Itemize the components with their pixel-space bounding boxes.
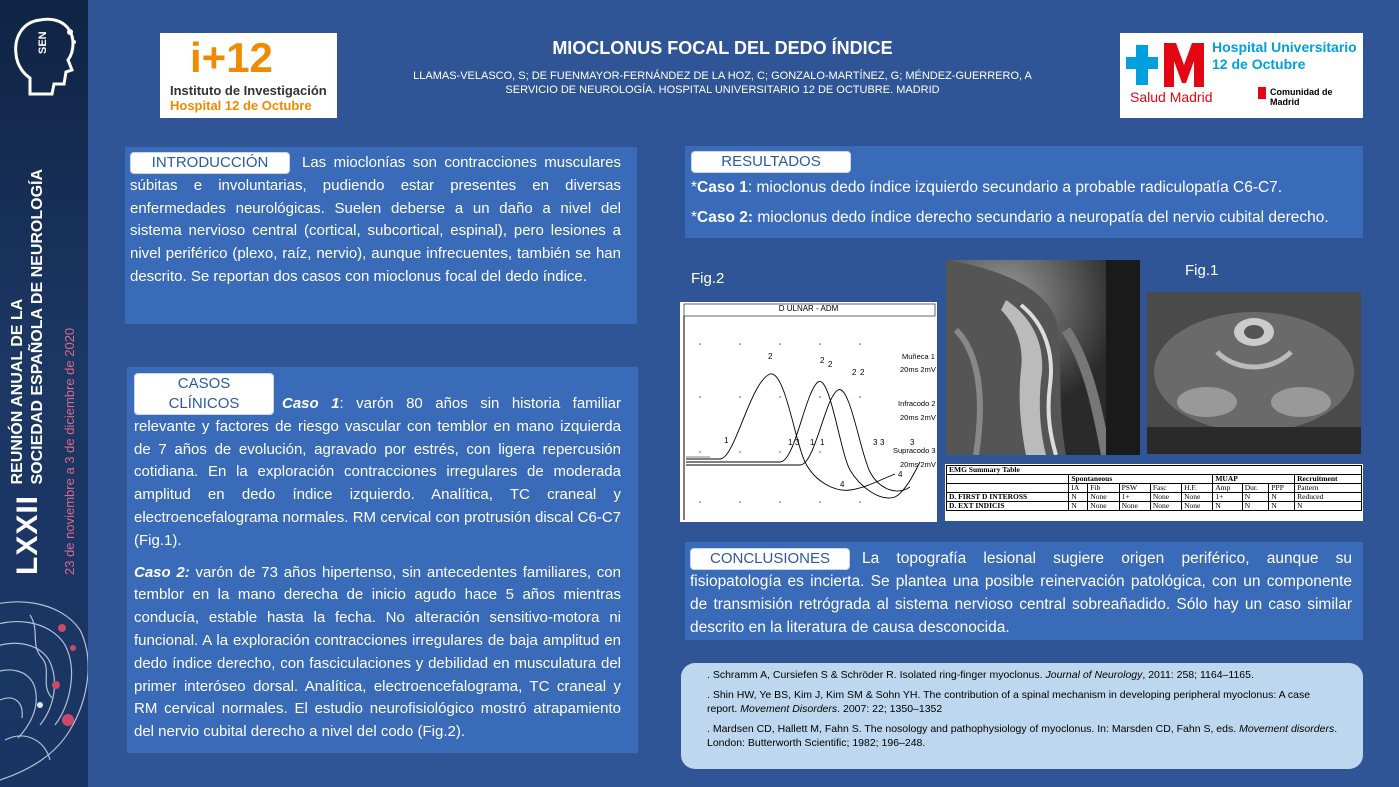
case2-text: varón de 73 años hipertenso, sin antecedentes familiares, con temblor en la mano derecha de inicio agudo hace 5 años mientras conducía, estable hasta la fecha. No alteración sensitivo-motora ni funcional. A la exploración contracciones irregulares de baja amplitud en dedo índice derecho, con fasciculaciones y debilidad en musculatura del primer interóseo dorsal. Analítica, electroencefalograma, TC craneal y RM cervical normales. El estudio neurofisiológico mostró atrapamiento del nervio cubital derecho a nivel del codo (Fig.2). xyxy=(134,563,621,741)
logo-instituto-line2: Hospital 12 de Octubre xyxy=(170,98,312,113)
emg-header-cell: Pattern xyxy=(1295,484,1362,493)
reference-journal: Journal of Neurology xyxy=(1045,669,1143,681)
svg-text:3: 3 xyxy=(795,438,800,447)
logo-hospital-line1: Hospital Universitario xyxy=(1212,39,1357,55)
ncs-trace-3: Supracodo 3 xyxy=(893,446,936,455)
ncs-trace-2: Infracodo 2 xyxy=(898,399,936,408)
svg-text:3: 3 xyxy=(910,438,915,447)
ncs-header: D ULNAR - ADM xyxy=(778,304,839,313)
svg-text:1: 1 xyxy=(810,438,815,447)
results-label: RESULTADOS xyxy=(691,151,851,173)
emg-header-cell: Fasc xyxy=(1150,484,1181,493)
results-case2-title: Caso 2: xyxy=(697,209,754,226)
results-case1-title: Caso 1 xyxy=(697,179,748,196)
emg-summary-table xyxy=(945,464,1363,521)
svg-text:2: 2 xyxy=(828,360,833,369)
emg-cell: None xyxy=(1150,502,1181,511)
emg-cell: None xyxy=(1119,502,1150,511)
svg-text:4: 4 xyxy=(840,480,845,489)
congress-line-1: REUNIÓN ANUAL DE LA xyxy=(9,298,26,485)
reference-text: . Shin HW, Ye BS, Kim J, Kim SM & Sohn YH. The contribution of a spinal mechanism in developing peripheral myoclonus: A case report. xyxy=(707,689,1311,715)
brain-illustration xyxy=(0,590,88,787)
conclusions-label: CONCLUSIONES xyxy=(690,548,850,570)
reference-journal: Movement Disorders xyxy=(740,703,838,715)
results-panel xyxy=(685,146,1363,238)
logo-instituto xyxy=(160,33,337,118)
results-label-row xyxy=(691,151,1357,173)
ncs-scale-1: 20ms 2mV xyxy=(900,365,936,374)
svg-text:2: 2 xyxy=(860,368,865,377)
cases-label: CASOS CLÍNICOS xyxy=(134,373,274,415)
fig1-label: Fig.1 xyxy=(1185,262,1219,279)
conclusions-panel xyxy=(685,542,1363,640)
emg-cell: None xyxy=(1182,493,1213,502)
mri-sagittal-image xyxy=(946,260,1140,455)
references-box xyxy=(681,663,1363,769)
intro-text: Las mioclonías son contracciones musculares súbitas e involuntarias, pudiendo estar presentes en diversas enfermedades neurológicas. Suelen deberse a un daño a nivel del sistema nervioso central (cortical, subcortical, espinal), pero lesiones a nivel periférico (plexo, raíz, nervio), aunque infrecuentes, también se han descrito. Se reportan dos casos con mioclonus focal del dedo índice. xyxy=(130,154,621,285)
reference-item xyxy=(707,722,1343,750)
svg-text:2: 2 xyxy=(768,352,773,361)
emg-cell: None xyxy=(1088,493,1119,502)
emg-cell: N xyxy=(1213,502,1242,511)
logo-hospital xyxy=(1120,33,1363,118)
logo-hospital-line2: 12 de Octubre xyxy=(1212,56,1306,72)
emg-header-cell: PPP xyxy=(1269,484,1295,493)
poster-title: MIOCLONUS FOCAL DEL DEDO ÍNDICE xyxy=(552,38,893,58)
emg-cell: None xyxy=(1182,502,1213,511)
logo-instituto-mark: i+12 xyxy=(190,34,273,81)
sen-logo-text: SEN xyxy=(37,31,49,54)
congress-edition: LXXII xyxy=(11,494,44,575)
svg-text:3: 3 xyxy=(873,438,878,447)
emg-cell: D. FIRST D INTEROSS xyxy=(947,493,1069,502)
svg-text:4: 4 xyxy=(898,470,903,479)
emg-group-spontaneous: Spontaneous xyxy=(1069,475,1213,484)
emg-cell: Reduced xyxy=(1295,493,1362,502)
congress-dates: 23 de noviembre a 3 de diciembre de 2020 xyxy=(62,327,77,575)
fig2-label: Fig.2 xyxy=(691,270,725,287)
emg-header-cell: H.F. xyxy=(1182,484,1213,493)
emg-header-cell: Dur. xyxy=(1242,484,1269,493)
case2-title: Caso 2: xyxy=(134,563,190,581)
congress-line-2: SOCIEDAD ESPAÑOLA DE NEUROLOGÍA xyxy=(29,168,46,485)
logo-instituto-line1: Instituto de Investigación xyxy=(170,83,327,98)
ncs-scale-2: 20ms 2mV xyxy=(900,413,936,422)
emg-row xyxy=(947,502,1362,511)
intro-label: INTRODUCCIÓN xyxy=(130,152,290,174)
svg-text:1: 1 xyxy=(724,436,729,445)
conclusions-text: La topografía lesional sugiere origen periférico, aunque su fisiopatología es incierta. Se plantea una posible reinervación patológica, con un componente de transmisión retrógrada al sistema nervioso central sobreañadido. Sólo hay un caso similar descrito en la literatura de causa desconocida. xyxy=(690,550,1352,636)
case2-paragraph xyxy=(134,562,621,744)
sidebar xyxy=(0,0,88,787)
emg-cell: 1+ xyxy=(1213,493,1242,502)
emg-group-recruitment: Recruitment xyxy=(1295,475,1362,484)
emg-table-title: EMG Summary Table xyxy=(947,466,1362,475)
svg-text:1: 1 xyxy=(820,438,825,447)
emg-blank-cell xyxy=(947,475,1069,484)
mri-axial-image xyxy=(1147,292,1361,454)
reference-item xyxy=(707,688,1343,716)
emg-cell: N xyxy=(1069,502,1088,511)
svg-text:3: 3 xyxy=(880,438,885,447)
emg-cell: 1+ xyxy=(1119,493,1150,502)
emg-header-cell: Amp xyxy=(1213,484,1242,493)
reference-text: . Mardsen CD, Hallett M, Fahn S. The nosology and pathophysiology of myoclonus. In: Marsden CD, Fahn S, eds. xyxy=(707,723,1240,735)
logo-comunidad-text: Comunidad de Madrid xyxy=(1270,87,1333,107)
intro-panel xyxy=(125,147,637,324)
reference-text: . London: Butterworth Scientific; 1982; 196–248. xyxy=(707,723,1338,749)
emg-cell: D. EXT INDICIS xyxy=(947,502,1069,511)
svg-text:1: 1 xyxy=(788,438,793,447)
reference-item xyxy=(707,668,1343,682)
salud-madrid-icon xyxy=(1126,39,1206,95)
svg-text:2: 2 xyxy=(852,368,857,377)
ncs-scale-3: 20ms 2mV xyxy=(900,460,936,469)
emg-cell: None xyxy=(1150,493,1181,502)
svg-text:2: 2 xyxy=(820,356,825,365)
results-case1-text: : mioclonus dedo índice izquierdo secundario a probable radiculopatía C6-C7. xyxy=(747,179,1283,196)
ncs-trace-1: Muñeca 1 xyxy=(902,352,935,361)
emg-header-cell: Fib xyxy=(1088,484,1119,493)
case1-paragraph xyxy=(134,373,621,553)
emg-cell: N xyxy=(1069,493,1088,502)
reference-text: , 2011: 258; 1164–1165. xyxy=(1142,669,1254,681)
case1-title: Caso 1 xyxy=(282,395,340,412)
emg-group-muap: MUAP xyxy=(1213,475,1295,484)
reference-text: . 2007: 22; 1350–1352 xyxy=(837,703,943,715)
department: SERVICIO DE NEUROLOGÍA. HOSPITAL UNIVERSITARIO 12 DE OCTUBRE. MADRID xyxy=(505,84,940,96)
ncs-waveform-figure xyxy=(680,302,937,522)
results-case1: *Caso 1: mioclonus dedo índice izquierdo secundario a probable radiculopatía C6-C7. xyxy=(691,179,1283,196)
results-case2: *Caso 2: mioclonus dedo índice derecho secundario a neuropatía del nervio cubital derecho. xyxy=(691,209,1329,226)
case1-text: : varón 80 años sin historia familiar relevante y factores de riesgo vascular con temblor en mano izquierda de 7 años de evolución, agravado por estrés, con ligera repercusión cotidiana. En la exploración contracciones irregulares de moderada amplitud en dedo índice izquierdo. Analítica, TC craneal y electroencefalograma normales. RM cervical con protrusión discal C6-C7 (Fig.1). xyxy=(134,395,621,549)
comunidad-flag-icon xyxy=(1258,87,1266,99)
congress-title xyxy=(8,169,48,575)
author-list: LLAMAS-VELASCO, S; DE FUENMAYOR-FERNÁNDEZ DE LA HOZ, C; GONZALO-MARTÍNEZ, G; MÉNDEZ-GUERRERO, A xyxy=(413,70,1032,82)
emg-cell: N xyxy=(1295,502,1362,511)
results-case2-text: mioclonus dedo índice derecho secundario a neuropatía del nervio cubital derecho. xyxy=(753,209,1329,226)
logo-salud-text: Salud Madrid xyxy=(1130,89,1213,105)
emg-cell: N xyxy=(1269,502,1295,511)
cases-panel xyxy=(127,367,638,753)
reference-journal: Movement disorders xyxy=(1239,723,1335,735)
emg-cell: None xyxy=(1088,502,1119,511)
emg-cell: N xyxy=(1269,493,1295,502)
emg-header-cell: IA xyxy=(1069,484,1088,493)
poster-authors xyxy=(340,69,1105,97)
sen-logo xyxy=(10,14,78,98)
reference-text: . Schramm A, Cursiefen S & Schröder R. Isolated ring-finger myoclonus. xyxy=(707,669,1046,681)
emg-cell: N xyxy=(1242,493,1269,502)
emg-cell: N xyxy=(1242,502,1269,511)
emg-header-cell: PSW xyxy=(1119,484,1150,493)
